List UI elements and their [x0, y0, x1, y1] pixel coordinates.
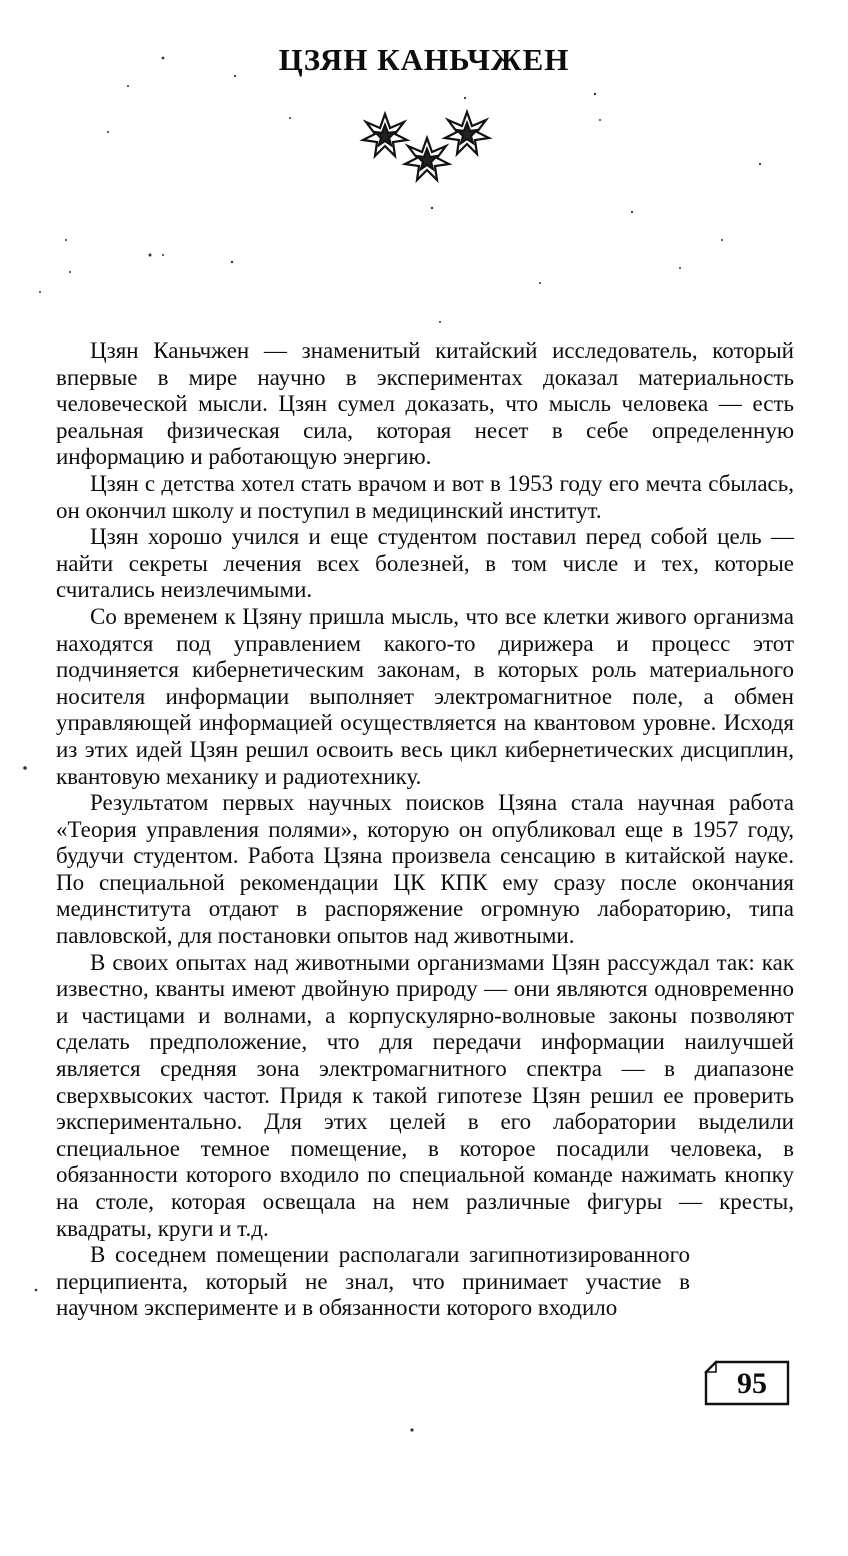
- paragraph-2: Цзян с детства хотел стать врачом и вот в 1953 году его мечта сбылась, он окончил школу и поступил в медицинский институт.: [56, 470, 794, 523]
- article-body: [56, 338, 794, 1322]
- paragraph-4: Со временем к Цзяну пришла мысль, что все клетки живого организма находятся под управлением какого-то дирижера и процесс этот подчиняется кибернетическим законам, в которых роль материального носителя информации выполняет электромагнитное поле, а обмен управляющей информацией осуществляется на квантовом уровне. Исходя из этих идей Цзян решил освоить весь цикл кибернетических дисциплин, квантовую механику и радиотехнику.: [56, 603, 794, 789]
- paragraph-1: Цзян Каньчжен — знаменитый китайский исследователь, который впервые в мире научно в экспериментах доказал материальность человеческой мысли. Цзян сумел доказать, что мысль человека — есть реальная физическая сила, которая несет в себе определенную информацию и работающую энергию.: [56, 338, 794, 470]
- paragraph-6: В своих опытах над животными организмами Цзян рассуждал так: как известно, кванты имеют двойную природу — они являются одновременно и частицами и волнами, а корпускулярно-волновые законы позволяют сделать предположение, что для передачи информации наилучшей является средняя зона электромагнитного спектра — в диапазоне сверхвысоких частот. Придя к такой гипотезе Цзян решил ее проверить экспериментально. Для этих целей в его лаборатории выделили специальное темное помещение, в которое посадили человека, в обязанности которого входило по специальной команде нажимать кнопку на столе, которая освещала на нем различные фигуры — кресты, квадраты, круги и т.д.: [56, 949, 794, 1241]
- paragraph-3: Цзян хорошо учился и еще студентом поставил перед собой цель — найти секреты лечения всех болезней, в том числе и тех, которые считались неизлечимыми.: [56, 524, 794, 603]
- paragraph-5: Результатом первых научных поисков Цзяна стала научная работа «Теория управления полями», которую он опубликовал еще в 1957 году, будучи студентом. Работа Цзяна произвела сенсацию в китайской науке. По специальной рекомендации ЦК КПК ему сразу после окончания мединститута отдают в распоряжение огромную лабораторию, типа павловской, для постановки опытов над животными.: [56, 790, 794, 949]
- page-number-box: [704, 1360, 790, 1406]
- page-number-wrap-spacer: [690, 1270, 794, 1322]
- page-number: 95: [737, 1367, 767, 1400]
- paragraph-7: В соседнем помещении располагали загипнотизированного перципиента, который не знал, что принимает участие в научном эксперименте и в обязанности которого входило: [56, 1242, 690, 1321]
- page-title: ЦЗЯН КАНЬЧЖЕН: [278, 42, 570, 77]
